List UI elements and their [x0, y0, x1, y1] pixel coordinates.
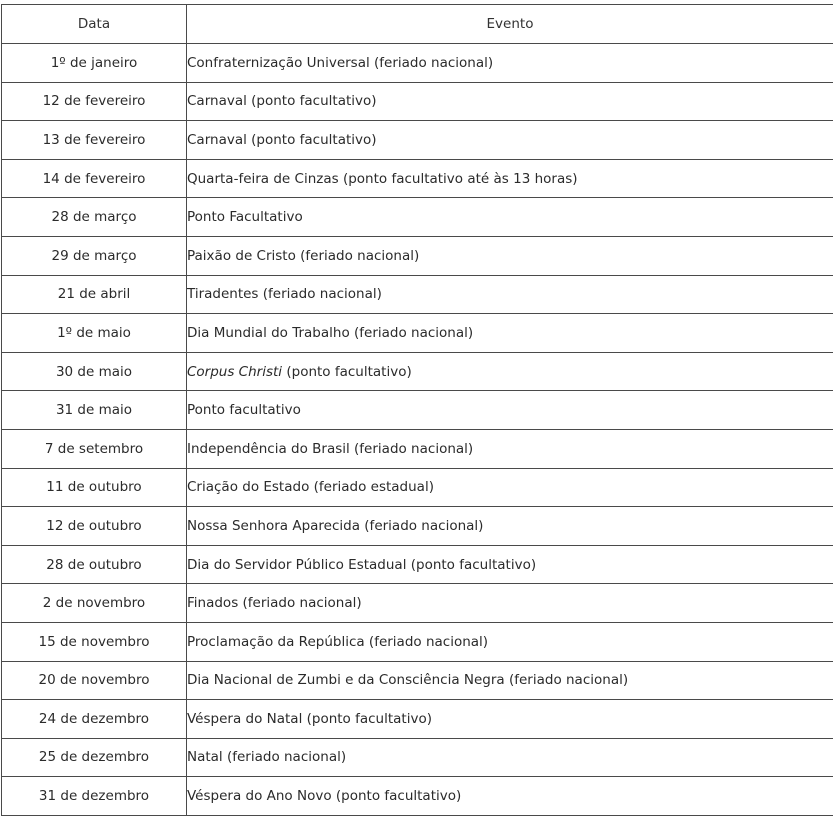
table-row: [2, 314, 833, 353]
date-cell: 7 de setembro: [2, 429, 187, 468]
event-cell: Confraternização Universal (feriado nacional): [187, 44, 833, 83]
event-cell: Criação do Estado (feriado estadual): [187, 468, 833, 507]
date-cell: 25 de dezembro: [2, 738, 187, 777]
table-row: [2, 198, 833, 237]
date-cell: 12 de fevereiro: [2, 82, 187, 121]
table-row: [2, 545, 833, 584]
event-cell: Nossa Senhora Aparecida (feriado nacional): [187, 507, 833, 546]
table-row: [2, 236, 833, 275]
date-cell: 15 de novembro: [2, 622, 187, 661]
event-cell: Dia Mundial do Trabalho (feriado nacional): [187, 314, 833, 353]
event-cell: Finados (feriado nacional): [187, 584, 833, 623]
event-cell: Independência do Brasil (feriado nacional): [187, 429, 833, 468]
table-row: [2, 622, 833, 661]
holidays-table: [1, 4, 833, 816]
event-cell: Dia Nacional de Zumbi e da Consciência Negra (feriado nacional): [187, 661, 833, 700]
table-row: [2, 82, 833, 121]
date-cell: 2 de novembro: [2, 584, 187, 623]
table-row: [2, 275, 833, 314]
event-cell: Quarta-feira de Cinzas (ponto facultativo até às 13 horas): [187, 159, 833, 198]
date-cell: 28 de março: [2, 198, 187, 237]
event-cell: Carnaval (ponto facultativo): [187, 82, 833, 121]
table-row: [2, 429, 833, 468]
date-cell: 13 de fevereiro: [2, 121, 187, 160]
date-cell: 1º de maio: [2, 314, 187, 353]
table-header-row: [2, 5, 833, 44]
date-cell: 21 de abril: [2, 275, 187, 314]
date-cell: 14 de fevereiro: [2, 159, 187, 198]
date-cell: 30 de maio: [2, 352, 187, 391]
table-row: [2, 777, 833, 816]
table-row: [2, 44, 833, 83]
date-cell: 1º de janeiro: [2, 44, 187, 83]
event-cell: Ponto Facultativo: [187, 198, 833, 237]
date-cell: 31 de dezembro: [2, 777, 187, 816]
event-cell: Véspera do Ano Novo (ponto facultativo): [187, 777, 833, 816]
date-cell: 29 de março: [2, 236, 187, 275]
table-row: [2, 159, 833, 198]
table-row: [2, 661, 833, 700]
date-cell: 12 de outubro: [2, 507, 187, 546]
table-row: [2, 391, 833, 430]
event-name-italic: Corpus Christi: [187, 363, 283, 380]
event-cell: Dia do Servidor Público Estadual (ponto facultativo): [187, 545, 833, 584]
header-event: Evento: [187, 5, 833, 44]
event-cell: Carnaval (ponto facultativo): [187, 121, 833, 160]
event-cell: Paixão de Cristo (feriado nacional): [187, 236, 833, 275]
event-cell: Natal (feriado nacional): [187, 738, 833, 777]
date-cell: 31 de maio: [2, 391, 187, 430]
header-date: Data: [2, 5, 187, 44]
table-row: [2, 584, 833, 623]
date-cell: 11 de outubro: [2, 468, 187, 507]
table-row: [2, 738, 833, 777]
event-detail: (ponto facultativo): [282, 363, 412, 380]
event-cell: Tiradentes (feriado nacional): [187, 275, 833, 314]
event-cell: Véspera do Natal (ponto facultativo): [187, 700, 833, 739]
table-row: [2, 700, 833, 739]
date-cell: 28 de outubro: [2, 545, 187, 584]
table-row: [2, 352, 833, 391]
table-row: [2, 121, 833, 160]
event-cell: Proclamação da República (feriado nacional): [187, 622, 833, 661]
date-cell: 24 de dezembro: [2, 700, 187, 739]
table-row: [2, 468, 833, 507]
event-cell: [187, 352, 833, 391]
date-cell: 20 de novembro: [2, 661, 187, 700]
event-cell: Ponto facultativo: [187, 391, 833, 430]
table-row: [2, 507, 833, 546]
